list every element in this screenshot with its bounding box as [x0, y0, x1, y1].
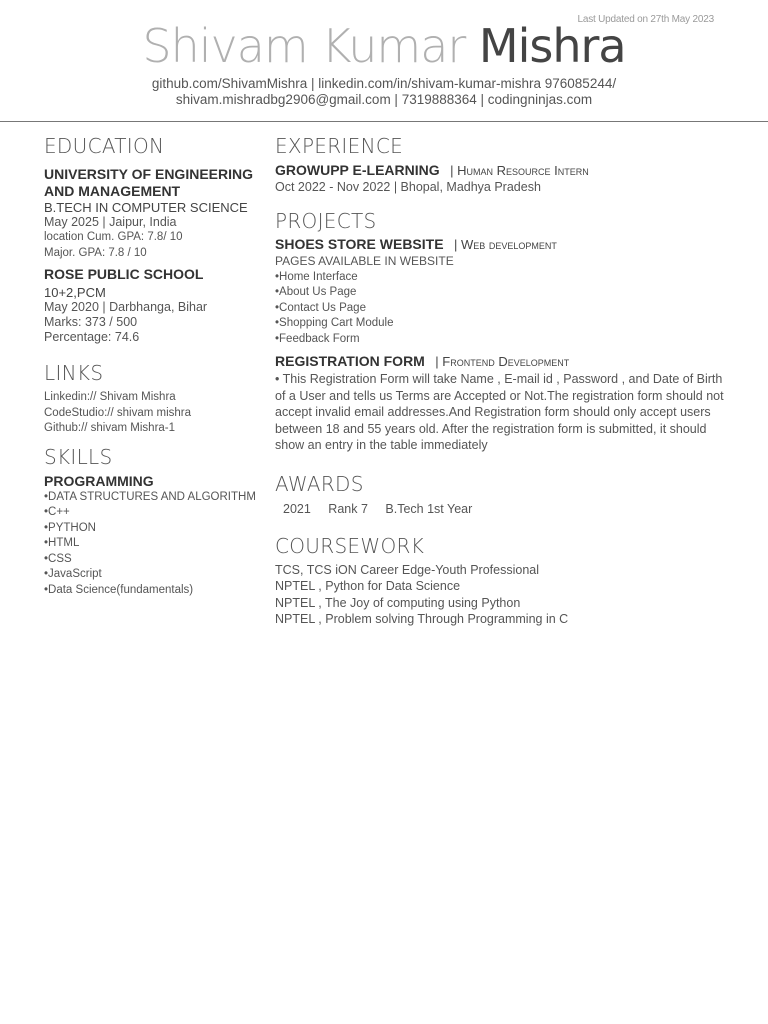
- project-description: • This Registration Form will take Name , E-mail id , Password , and Date of Birth of a User and tells us Terms are Accepted or Not.The registration form should not accept invalid email addresses.And Registration form should only accept users between 18 and 55 years old. After the registration form is submitted, it should show an entry in the table immediately: [275, 372, 724, 452]
- page-item: • Shopping Cart Module: [275, 316, 725, 332]
- name-first: Shivam Kumar: [142, 19, 466, 73]
- date-place: May 2025 | Jaipur, India: [44, 215, 177, 229]
- course-item: NPTEL , The Joy of computing using Python: [275, 595, 521, 610]
- coursework-heading: COURSEWORK: [275, 533, 425, 558]
- gpa-line: Major. GPA: 7.8 / 10: [44, 246, 147, 259]
- degree: 10+2,PCM: [44, 285, 106, 300]
- page-item: • Home Interface: [275, 270, 725, 286]
- project-entry: [275, 353, 725, 454]
- skill-item: • JavaScript: [44, 567, 266, 583]
- skill-item: • C++: [44, 505, 266, 521]
- project-entry: [275, 236, 725, 347]
- education-entry: [44, 166, 266, 261]
- project-name: SHOES STORE WEBSITE: [275, 236, 444, 252]
- right-column: [275, 134, 725, 628]
- page-item: • Feedback Form: [275, 332, 725, 348]
- link-item[interactable]: Github:// shivam Mishra-1: [44, 422, 176, 434]
- experience-heading: EXPERIENCE: [275, 134, 404, 158]
- project-tag: | Web development: [454, 237, 557, 252]
- last-updated: Last Updated on 27th May 2023: [577, 14, 714, 25]
- contact-line-1[interactable]: github.com/ShivamMishra | linkedin.com/in/shivam-kumar-mishra 976085244/: [151, 76, 617, 91]
- project-subheading: PAGES AVAILABLE IN WEBSITE: [275, 254, 454, 268]
- skill-item: • CSS: [44, 552, 266, 568]
- skills-subtitle: PROGRAMMING: [44, 472, 154, 489]
- header-divider: [0, 121, 768, 122]
- award-rank: Rank 7: [328, 501, 368, 516]
- project-name: REGISTRATION FORM: [275, 353, 425, 369]
- skills-list: [44, 490, 266, 599]
- award-year: 2021: [283, 501, 311, 516]
- experience-date: Oct 2022 - Nov 2022 | Bhopal, Madhya Pradesh: [275, 180, 541, 194]
- skill-item: • DATA STRUCTURES AND ALGORITHM: [44, 490, 266, 506]
- job-role: | Human Resource Intern: [450, 163, 589, 178]
- percentage-line: Percentage: 74.6: [44, 330, 140, 344]
- skill-item: • PYTHON: [44, 521, 266, 537]
- name-last: Mishra: [478, 19, 626, 73]
- date-place: May 2020 | Darbhanga, Bihar: [44, 300, 208, 314]
- education-heading: EDUCATION: [44, 134, 165, 158]
- award-desc: B.Tech 1st Year: [385, 501, 473, 516]
- school-name: ROSE PUBLIC SCHOOL: [44, 266, 204, 282]
- links-heading: LINKS: [44, 361, 104, 385]
- course-item: NPTEL , Problem solving Through Programming in C: [275, 612, 569, 626]
- award-row: [275, 502, 725, 516]
- gpa-line: location Cum. GPA: 7.8/ 10: [44, 231, 183, 243]
- skills-heading: SKILLS: [44, 444, 113, 469]
- left-column: [44, 134, 266, 598]
- page-item: • Contact Us Page: [275, 301, 725, 317]
- resume-name: [0, 18, 768, 74]
- link-item[interactable]: CodeStudio:// shivam mishra: [44, 406, 192, 419]
- page-item: • About Us Page: [275, 285, 725, 301]
- school-name: UNIVERSITY OF ENGINEERING AND MANAGEMENT: [44, 166, 253, 199]
- course-item: NPTEL , Python for Data Science: [275, 579, 461, 593]
- project-tag: | Frontend Development: [435, 354, 570, 369]
- link-item[interactable]: Linkedin:// Shivam Mishra: [44, 391, 176, 403]
- degree: B.TECH IN COMPUTER SCIENCE: [44, 200, 248, 215]
- projects-heading: PROJECTS: [275, 209, 377, 233]
- contact-line-2[interactable]: shivam.mishradbg2906@gmail.com | 7319888364 | codingninjas.com: [175, 92, 593, 107]
- education-entry: [44, 266, 266, 345]
- project-pages-list: [275, 270, 725, 348]
- marks-line: Marks: 373 / 500: [44, 315, 138, 329]
- experience-entry: [275, 162, 725, 195]
- skill-item: • Data Science(fundamentals): [44, 583, 266, 599]
- skill-item: • HTML: [44, 536, 266, 552]
- company-name: GROWUPP E-LEARNING: [275, 162, 440, 178]
- awards-heading: AWARDS: [275, 471, 364, 496]
- course-item: TCS, TCS iON Career Edge-Youth Professional: [275, 562, 540, 577]
